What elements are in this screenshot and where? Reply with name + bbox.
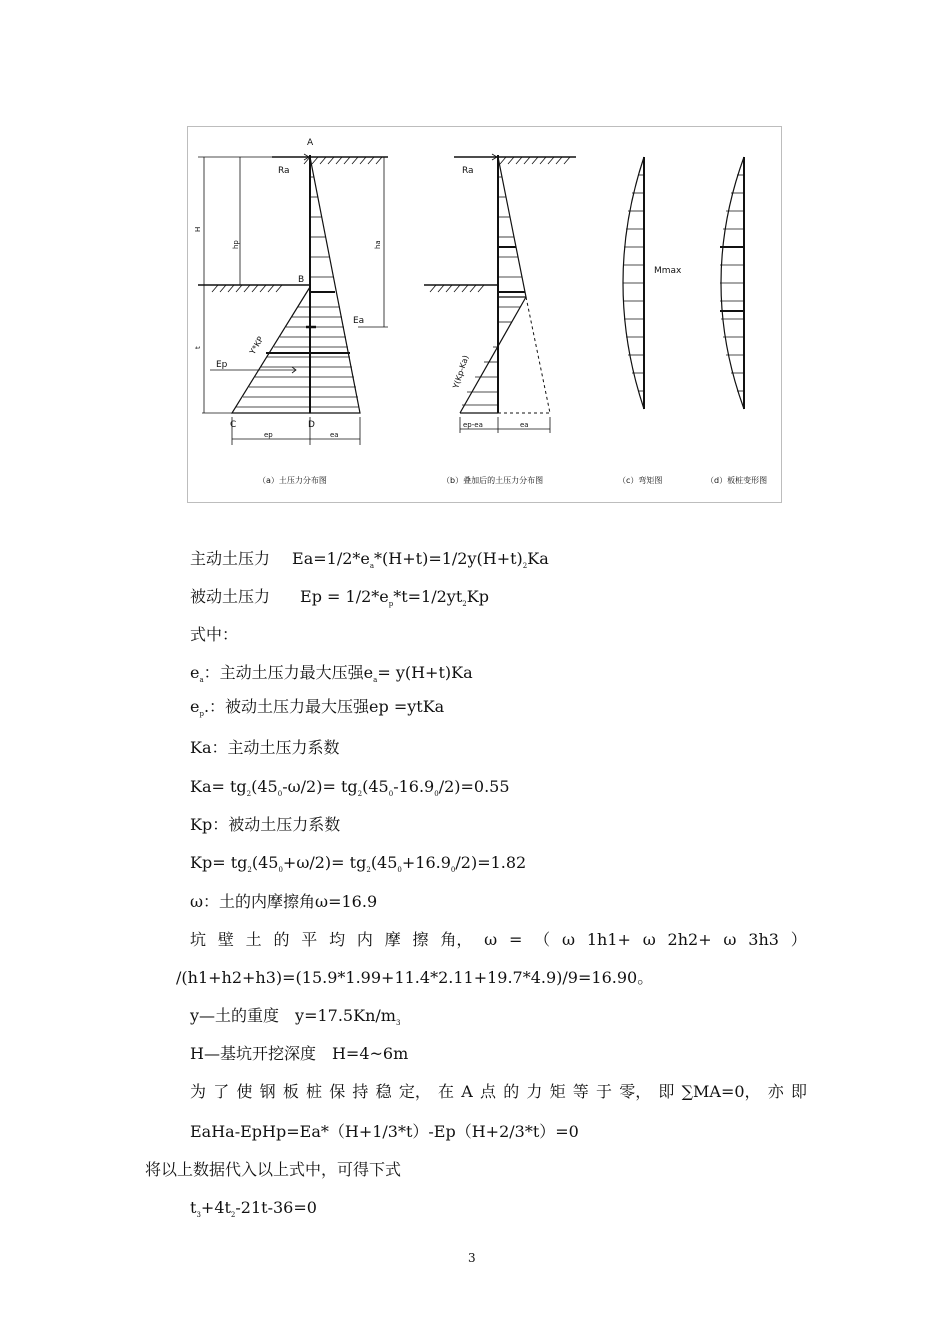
word: 擦 <box>412 930 429 949</box>
ka-definition: Ka：主动土压力系数 <box>190 738 340 757</box>
word: （ <box>534 930 551 949</box>
word: 保 <box>329 1082 346 1101</box>
formula-part: +ω/2)= tg <box>282 853 367 872</box>
word: 均 <box>329 930 346 949</box>
superscript: 2 <box>247 866 252 874</box>
word: 在 <box>438 1082 455 1101</box>
word: 力 <box>526 1082 543 1101</box>
definition-text: y—土的重度 y=17.5Kn/m <box>190 1006 396 1025</box>
formula-part: t <box>190 1198 197 1217</box>
label-C: C <box>230 420 237 430</box>
word: 2h2+ <box>667 930 712 949</box>
word: = <box>508 930 523 949</box>
word: 壁 <box>217 930 234 949</box>
definition-text: = y(H+t)Ka <box>377 663 473 682</box>
word: ω <box>561 930 576 949</box>
label-hp: hp <box>232 240 240 249</box>
word: 的 <box>503 1082 520 1101</box>
word: 土 <box>245 930 262 949</box>
subscript: a <box>199 676 204 684</box>
passive-earth-pressure-line <box>190 587 489 614</box>
word: 钢 <box>259 1082 276 1101</box>
superscript: 3 <box>196 1211 201 1219</box>
formula-part: -ω/2)= tg <box>282 777 358 796</box>
label-B: B <box>298 275 305 285</box>
kp-formula <box>190 853 526 880</box>
label-A: A <box>307 138 314 148</box>
where-label: 式中： <box>190 625 239 644</box>
label-Ep: Ep <box>216 360 228 370</box>
formula-part: Ka <box>527 549 549 568</box>
word: 桩 <box>306 1082 323 1101</box>
word: 为 <box>190 1082 207 1101</box>
label-passive: 被动土压力 <box>190 587 271 606</box>
average-friction-angle-result: /(h1+h2+h3)=(15.9*1.99+11.4*2.11+19.7*4.9)/9=16.90。 <box>176 968 654 987</box>
formula-part: /2)=1.82 <box>455 853 527 872</box>
word: ω <box>723 930 737 949</box>
subscript: a <box>373 676 378 684</box>
formula-part: Kp <box>466 587 489 606</box>
formula-part: +16.9 <box>401 853 451 872</box>
label-ha: ha <box>374 240 382 249</box>
formula-part: Ea=1/2*e <box>292 549 370 568</box>
label-active: 主动土压力 <box>190 549 271 568</box>
label-D: D <box>308 420 315 430</box>
word: ω <box>484 930 498 949</box>
word: 摩 <box>384 930 401 949</box>
formula-part: *(H+t)=1/2y(H+t) <box>374 549 523 568</box>
formula-part: +4t <box>200 1198 231 1217</box>
diagram-b <box>424 154 576 433</box>
word: 点 <box>479 1082 496 1101</box>
ea-definition <box>190 663 473 690</box>
friction-angle-definition: ω：土的内摩擦角ω=16.9 <box>190 892 378 911</box>
subscript: p <box>199 710 204 718</box>
word: 亦 <box>767 1082 784 1101</box>
label-epea: ep-ea <box>463 421 483 429</box>
caption-c: （c）弯矩图 <box>618 476 663 485</box>
substitution-text: 将以上数据代入以上式中，可得下式 <box>145 1160 402 1179</box>
word: 的 <box>273 930 290 949</box>
word: 即 <box>790 1082 807 1101</box>
caption-a: （a）土压力分布图 <box>258 476 327 485</box>
label-t: t <box>194 346 202 349</box>
caption-b: （b）叠加后的土压力分布图 <box>442 476 544 485</box>
word: 使 <box>236 1082 253 1101</box>
label-ea-b: ea <box>520 421 529 429</box>
word: ω <box>642 930 656 949</box>
word: A <box>461 1082 473 1101</box>
superscript: 0 <box>277 790 283 798</box>
diagram-a <box>194 138 388 445</box>
caption-d: （d）板桩变形图 <box>706 476 768 485</box>
cubic-equation <box>190 1198 317 1225</box>
word: ） <box>790 930 807 949</box>
superscript: 0 <box>434 790 439 798</box>
label-H: H <box>194 226 202 232</box>
formula-part: -16.9 <box>393 777 435 796</box>
formula-part: (45 <box>370 853 398 872</box>
word: 即 <box>658 1082 675 1101</box>
formula-part: (45 <box>362 777 389 796</box>
word: 于 <box>596 1082 613 1101</box>
superscript: 0 <box>397 866 402 874</box>
symbol: e <box>190 697 200 716</box>
definition-text: ：主动土压力最大压强e <box>203 663 374 682</box>
diagram-d <box>720 157 744 409</box>
diagram-c <box>623 157 682 409</box>
superscript: 2 <box>366 866 371 874</box>
word: 稳 <box>375 1082 392 1101</box>
word: 持 <box>352 1082 369 1101</box>
word: 零， <box>619 1082 652 1101</box>
formula-part: Kp= tg <box>190 853 248 872</box>
superscript: 0 <box>388 790 394 798</box>
word: 板 <box>282 1082 299 1101</box>
sheet-pile-figure <box>187 126 782 503</box>
formula-part: Ep = 1/2*e <box>300 587 389 606</box>
word: 平 <box>301 930 318 949</box>
word: ∑MA=0， <box>681 1082 761 1101</box>
formula-part: (45 <box>251 853 279 872</box>
pressure-diagram <box>188 127 781 502</box>
subscript: a <box>369 562 375 570</box>
moment-equation: EaHa-EpHp=Ea*（H+1/3*t）-Ep（H+2/3*t）=0 <box>190 1122 579 1141</box>
superscript: 0 <box>450 866 456 874</box>
subscript: p <box>388 600 394 608</box>
word: 坑 <box>190 930 207 949</box>
label-ykpka: Y(Kp-Ka) <box>451 354 471 390</box>
average-friction-angle-line <box>190 930 807 950</box>
superscript: 0 <box>278 866 283 874</box>
word: 1h1+ <box>586 930 631 949</box>
word: 定， <box>398 1082 431 1101</box>
superscript: 2 <box>230 1211 236 1219</box>
label-ep: ep <box>264 431 273 439</box>
ep-definition <box>190 697 444 724</box>
label-ykp: Y*KP <box>247 335 266 356</box>
kp-definition: Kp：被动土压力系数 <box>190 815 341 834</box>
superscript: 2 <box>522 562 528 570</box>
active-earth-pressure-line <box>190 549 549 576</box>
superscript: 3 <box>395 1019 401 1027</box>
word: 内 <box>356 930 373 949</box>
superscript: 2 <box>462 600 467 608</box>
label-Ra-b: Ra <box>462 166 474 176</box>
formula-part: -21t-36=0 <box>235 1198 317 1217</box>
word: 等 <box>572 1082 589 1101</box>
symbol: e <box>190 663 200 682</box>
superscript: 2 <box>357 790 363 798</box>
word: 角， <box>440 930 473 949</box>
excavation-depth-definition: H—基坑开挖深度 H=4~6m <box>190 1044 409 1063</box>
unit-weight-definition <box>190 1006 400 1033</box>
definition-text: .：被动土压力最大压强ep =ytKa <box>203 697 445 716</box>
label-mmax: Mmax <box>654 266 682 276</box>
label-Ea: Ea <box>353 316 365 326</box>
label-Ra: Ra <box>278 166 290 176</box>
superscript: 2 <box>246 790 252 798</box>
ka-formula <box>190 777 510 804</box>
word: 了 <box>213 1082 230 1101</box>
stability-condition-line <box>190 1082 807 1102</box>
formula-part: Ka= tg <box>190 777 247 796</box>
word: 3h3 <box>748 930 779 949</box>
word: 矩 <box>549 1082 566 1101</box>
label-ea: ea <box>330 431 339 439</box>
page-number: 3 <box>468 1251 476 1265</box>
formula-part: *t=1/2yt <box>393 587 463 606</box>
formula-part: /2)=0.55 <box>438 777 510 796</box>
formula-part: (45 <box>251 777 278 796</box>
